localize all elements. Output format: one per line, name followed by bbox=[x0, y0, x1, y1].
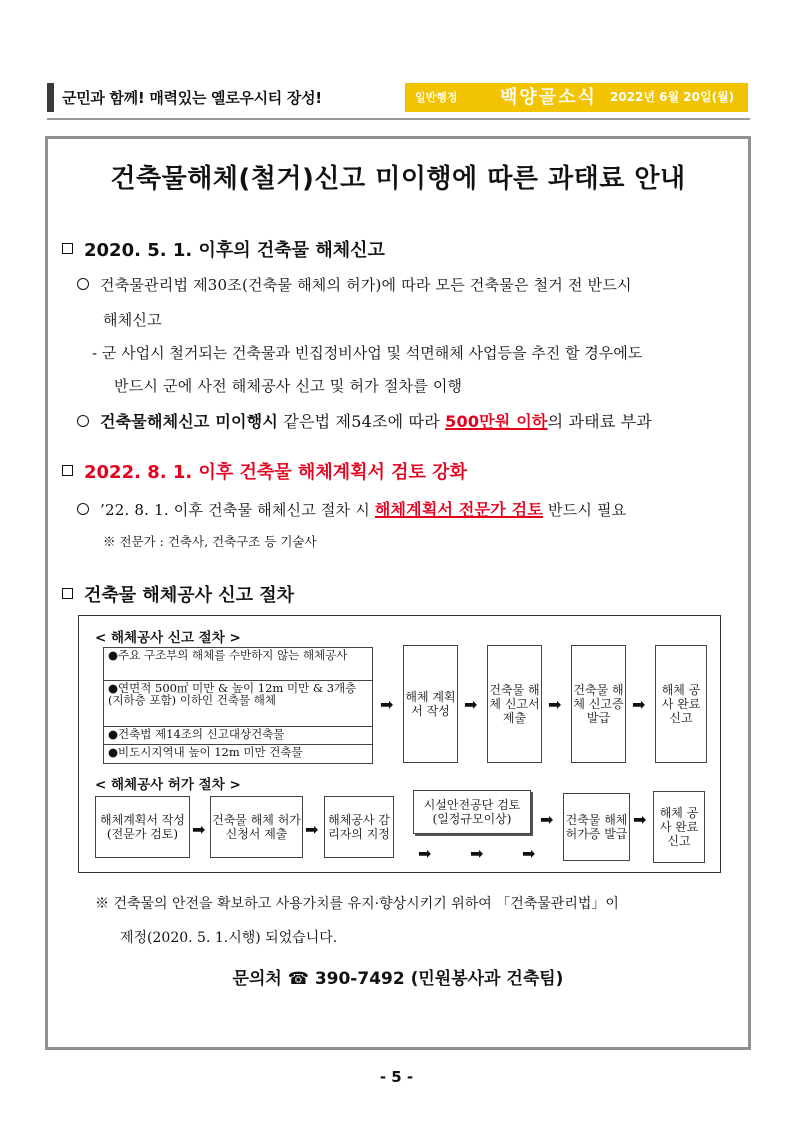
criteria-item: ●건축법 제14조의 신고대상건축물 bbox=[104, 727, 372, 745]
page-title: 건축물해체(철거)신고 미이행에 따른 과태료 안내 bbox=[110, 164, 686, 194]
header-type: 일반행정 bbox=[415, 91, 458, 104]
flow-arrow-icon: ➡ bbox=[548, 695, 562, 714]
section1-item1-cont: 해체신고 bbox=[103, 311, 162, 329]
header-date: 2022년 6월 20일(월) bbox=[610, 90, 735, 104]
report-step-2: 건축물 해체 신고서 제출 bbox=[487, 645, 542, 763]
permit-step-5: 건축물 해체 허가증 발급 bbox=[563, 793, 630, 861]
flow-arrow-icon: ➡ bbox=[418, 844, 432, 863]
permit-step-3: 해체공사 감리자의 지정 bbox=[324, 796, 394, 858]
report-step-3: 건축물 해체 신고증 발급 bbox=[571, 645, 626, 763]
section1-dash-line2: 반드시 군에 사전 해체공사 신고 및 허가 절차를 이행 bbox=[114, 377, 463, 395]
section1-heading: 2020. 5. 1. 이후의 건축물 해체신고 bbox=[62, 236, 385, 262]
flow-arrow-icon: ➡ bbox=[192, 820, 206, 839]
contact-info: 문의처 ☎ 390-7492 (민원봉사과 건축팀) bbox=[232, 969, 564, 989]
circle-bullet-icon bbox=[77, 503, 89, 515]
fine-amount: 500만원 이하 bbox=[445, 412, 548, 431]
permit-step-2: 건축물 해체 허가 신청서 제출 bbox=[210, 796, 303, 858]
header-subject: 백양골소식 bbox=[500, 87, 597, 108]
flow-arrow-icon: ➡ bbox=[540, 810, 554, 829]
permit-procedure-title: < 해체공사 허가 절차 > bbox=[95, 777, 241, 793]
permit-step-4: 시설안전공단 검토 (일정규모이상) bbox=[413, 790, 531, 834]
section2-note: ※ 전문가 : 건축사, 건축구조 등 기술사 bbox=[103, 534, 317, 549]
permit-step-6: 해체 공사 완료 신고 bbox=[653, 791, 705, 863]
header-divider bbox=[47, 118, 750, 120]
flow-arrow-icon: ➡ bbox=[522, 844, 536, 863]
header-badge bbox=[405, 83, 748, 112]
flow-arrow-icon: ➡ bbox=[633, 810, 647, 829]
square-bullet-icon bbox=[62, 588, 73, 599]
report-procedure-title: < 해체공사 신고 절차 > bbox=[95, 630, 241, 646]
section3-heading: 건축물 해체공사 신고 절차 bbox=[62, 581, 294, 607]
report-step-4: 해체 공사 완료 신고 bbox=[655, 645, 707, 763]
header-slogan: 군민과 함께! 매력있는 옐로우시티 장성! bbox=[62, 89, 322, 107]
section2-item: ’22. 8. 1. 이후 건축물 해체신고 절차 시 해체계획서 전문가 검토 반드시 필요 bbox=[77, 497, 626, 520]
permit-step-1: 해체계획서 작성 (전문가 검토) bbox=[95, 796, 190, 858]
criteria-item: ●비도시지역내 높이 12m 미만 건축물 bbox=[108, 745, 303, 759]
flow-arrow-icon: ➡ bbox=[464, 695, 478, 714]
flow-arrow-icon: ➡ bbox=[380, 695, 394, 714]
section2-heading: 2022. 8. 1. 이후 건축물 해체계획서 검토 강화 bbox=[62, 458, 467, 484]
report-step-1: 해체 계획서 작성 bbox=[403, 645, 458, 763]
criteria-item: ●주요 구조부의 해체를 수반하지 않는 해체공사 bbox=[104, 648, 372, 681]
square-bullet-icon bbox=[62, 243, 73, 254]
section1-item1: 건축물관리법 제30조(건축물 해체의 허가)에 따라 모든 건축물은 철거 전 반드시 bbox=[77, 274, 632, 295]
expert-review-highlight: 해체계획서 전문가 검토 bbox=[374, 500, 543, 519]
flow-arrow-icon: ➡ bbox=[305, 820, 319, 839]
report-criteria-box bbox=[103, 647, 373, 764]
flow-arrow-icon: ➡ bbox=[632, 695, 646, 714]
footnote-line2: 제정(2020. 5. 1.시행) 되었습니다. bbox=[120, 930, 338, 946]
footnote-line1: ※ 건축물의 안전을 확보하고 사용가치를 유지·향상시키기 위하여 「건축물관리법」이 bbox=[95, 896, 619, 912]
criteria-item: ●연면적 500㎡ 미만 & 높이 12m 미만 & 3개층(지하층 포함) 이하인 건축물 해체 bbox=[104, 681, 372, 727]
flow-arrow-icon: ➡ bbox=[470, 844, 484, 863]
circle-bullet-icon bbox=[77, 415, 89, 427]
circle-bullet-icon bbox=[77, 278, 89, 290]
section1-dash-line1: - 군 사업시 철거되는 건축물과 빈집정비사업 및 석면해체 사업등을 추진 할 경우에도 bbox=[92, 344, 643, 362]
section1-item2: 건축물해체신고 미이행시 같은법 제54조에 따라 500만원 이하의 과태료 부과 bbox=[77, 409, 652, 432]
page-number: - 5 - bbox=[379, 1068, 414, 1086]
square-bullet-icon bbox=[62, 465, 73, 476]
header-accent-bar bbox=[47, 83, 54, 112]
